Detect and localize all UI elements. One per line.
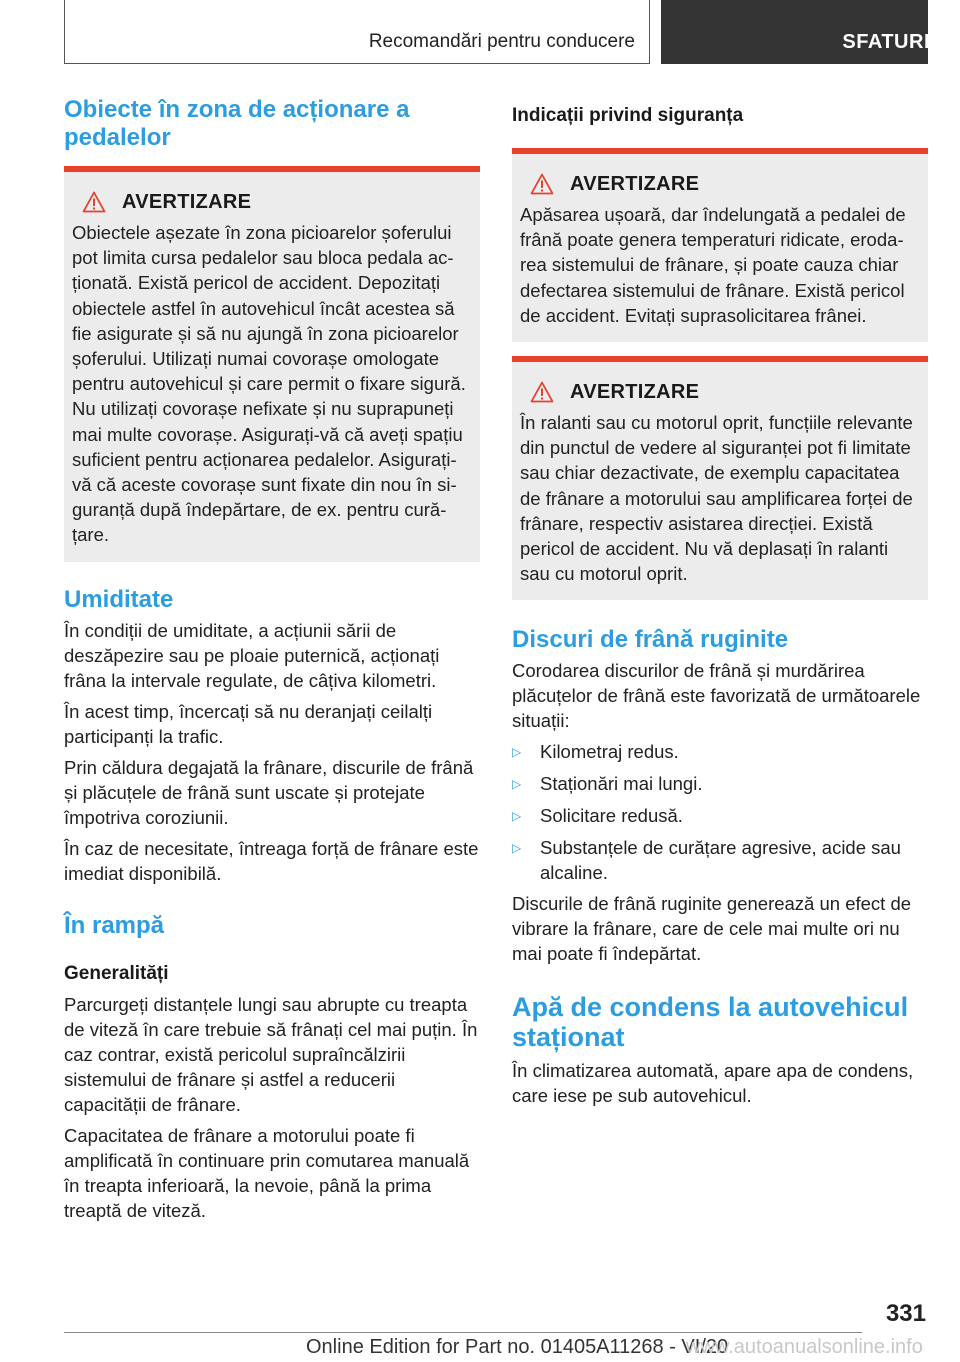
warning-triangle-icon	[82, 191, 106, 213]
warning-title: AVERTIZARE	[122, 190, 252, 213]
triangle-right-icon: ▷	[512, 745, 522, 760]
right-column	[512, 96, 928, 1108]
list-item	[512, 739, 928, 765]
chapter-box	[64, 0, 650, 64]
rust-intro: Corodarea discurilor de frână și murdărirea plăcuțelor de frână este favorizată de următoarele situații:	[512, 660, 921, 732]
rust-heading: Discuri de frână ruginite	[512, 626, 789, 654]
warning-header	[82, 188, 472, 216]
footer-divider	[64, 1332, 862, 1333]
condensation-heading: Apă de condens la autovehicul staționat	[512, 992, 909, 1053]
edition-label: Online Edition for Part no. 01405A11268 - VI/20	[306, 1336, 729, 1358]
ramp-paragraph-2: Capacitatea de frânare a motorului poate fi amplificată în continuare prin comutarea manuală în treapta inferioară, la nevoie, până la prima treaptă de viteză.	[64, 1124, 470, 1221]
warning-title: AVERTIZARE	[570, 172, 700, 195]
humidity-paragraph-1: În condiții de umiditate, a acțiunii sării de deszăpezire sau pe ploaie puternică, acționați frâna la intervale regulate, de câțiva kilometri.	[64, 619, 440, 691]
humidity-paragraph-3: Prin căldura degajată la frânare, discurile de frână și plăcuțele de frână sunt uscate și protejate împotriva coroziunii.	[64, 756, 474, 828]
section-tab-label: SFATURI	[842, 31, 930, 53]
ramp-heading: În rampă	[64, 911, 165, 939]
ramp-paragraph-1: Parcurgeți distanțele lungi sau abrupte cu treapta de viteză în care trebuie să frânați cel mai puțin. În caz contrar, există pericolul supraîncălzirii sistemului de frânare și astfel a reducerii capacității de frânare.	[64, 993, 478, 1115]
page-number: 331	[885, 1300, 926, 1327]
pedals-warning-box	[64, 166, 480, 562]
section-tab	[661, 0, 928, 64]
warning-triangle-icon	[530, 173, 554, 195]
humidity-paragraph-4: În caz de necesitate, întreaga forță de frânare este imediat disponibilă.	[64, 837, 479, 884]
ramp-subheading: Generalități	[64, 962, 169, 984]
warning-title: AVERTIZARE	[570, 380, 700, 403]
warning-text: În ralanti sau cu motorul oprit, funcțiile relevante din punctul de vedere al siguranței pot fi limitate sau chiar dezactivate, de exemplu capacitatea de frânare a motorului sau amplificarea forței de frânare, respectiv asistarea direcției. Există pericol de accident. Nu vă deplasați în ralanti sau cu motorul oprit.	[520, 412, 913, 585]
list-item	[512, 803, 928, 829]
humidity-paragraph-2: În acest timp, încercați să nu deranjați ceilalți participanți la trafic.	[64, 700, 433, 747]
warning-header	[530, 170, 920, 198]
safety-warning-box-1	[512, 148, 928, 342]
list-item-text: Staționări mai lungi.	[540, 773, 703, 795]
warning-text: Obiectele așezate în zona picioarelor șoferului pot limita cursa pedalelor sau bloca pedala acționată. Există pericol de accident. Depozitați obiectele astfel în autovehicul încât acestea să fie asigurate și să nu ajungă în zona picioarelor șoferului. Utilizați numai covorașe omologate pentru autovehicul și care permit o fixare sigură. Nu utilizați covorașe nefixate și nu suprapuneți mai multe covorașe. Asigurați-vă că aveți spațiu suficient pentru acționarea pedalelor. Asigurați-vă că aceste covorașe sunt fixate din nou în siguranță după îndepărtare, de ex. pentru curățare.	[72, 222, 466, 546]
list-item-text: Substanțele de curățare agresive, acide sau alcaline.	[540, 837, 901, 884]
safety-warning-box-2	[512, 356, 928, 600]
list-item-text: Solicitare redusă.	[540, 805, 683, 827]
rust-outro: Discurile de frână ruginite generează un efect de vibrare la frânare, care de cele mai multe ori nu mai poate fi îndepărtat.	[512, 893, 912, 965]
condensation-paragraph: În climatizarea automată, apare apa de condens, care iese pe sub autovehicul.	[512, 1060, 914, 1107]
triangle-right-icon: ▷	[512, 777, 522, 792]
watermark: www.autoanualsonline.info	[686, 1336, 923, 1358]
triangle-right-icon: ▷	[512, 809, 522, 824]
humidity-heading: Umiditate	[64, 585, 174, 613]
safety-heading: Indicații privind siguranța	[512, 105, 744, 126]
page-header	[64, 0, 928, 64]
left-column	[64, 96, 480, 1223]
list-item-text: Kilometraj redus.	[540, 741, 679, 763]
warning-text: Apăsarea ușoară, dar îndelungată a pedalei de frână poate genera temperaturi ridicate, erodarea sistemului de frânare, și poate cauza chiar defectarea sistemului de frânare. Există pericol de accident. Evitați suprasolicitarea frânei.	[520, 204, 906, 326]
warning-triangle-icon	[530, 381, 554, 403]
chapter-title: Recomandări pentru conducere	[368, 31, 635, 52]
triangle-right-icon: ▷	[512, 841, 522, 856]
list-item	[512, 835, 928, 885]
list-item	[512, 771, 928, 797]
warning-header	[530, 378, 920, 406]
rust-causes-list	[512, 739, 928, 885]
pedals-heading: Obiecte în zona de acționare a pedalelor	[64, 96, 410, 151]
